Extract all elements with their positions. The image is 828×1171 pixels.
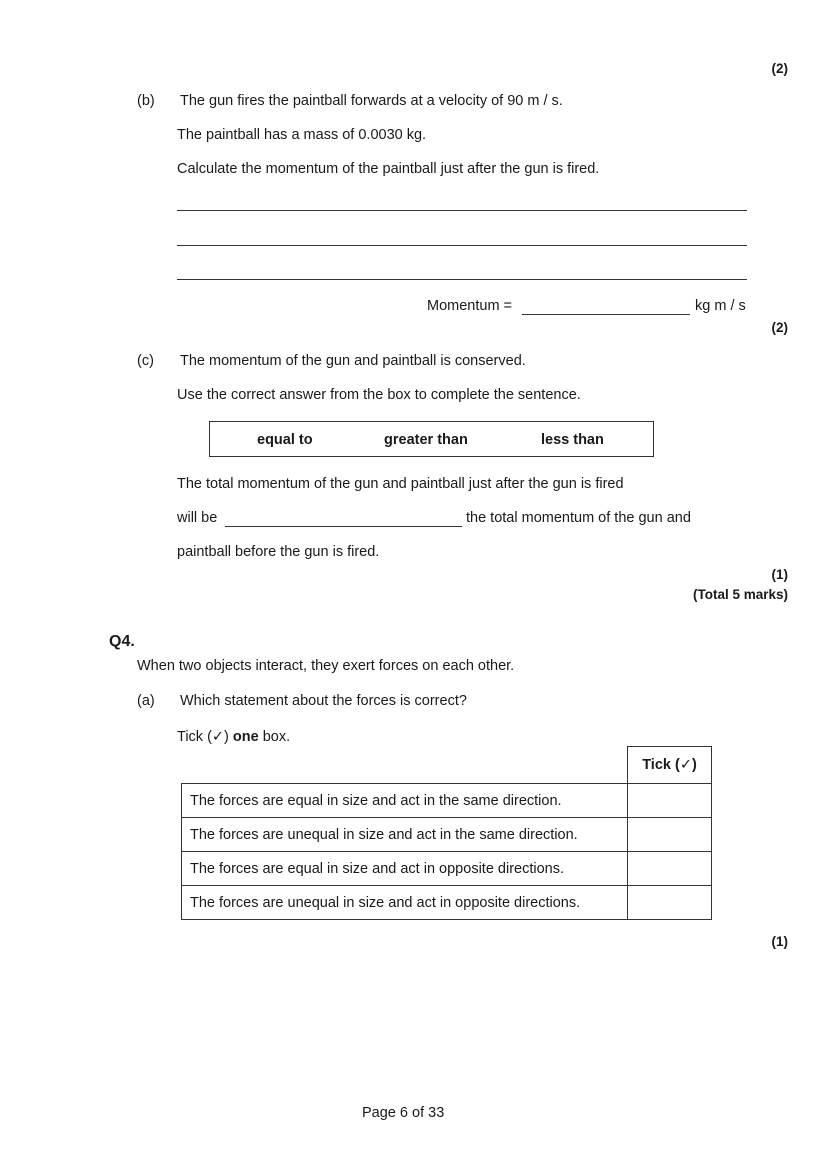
q4a-label: (a)	[137, 693, 155, 709]
table-row	[182, 852, 712, 886]
working-line-3[interactable]	[177, 279, 747, 280]
tick-box-2[interactable]	[628, 818, 712, 852]
q3c-sentence-1: The total momentum of the gun and paintball just after the gun is fired	[177, 476, 624, 492]
q3c-sentence-3: paintball before the gun is fired.	[177, 544, 380, 560]
option-less-than: less than	[541, 432, 604, 448]
instruction-start: Tick (✓)	[177, 729, 229, 745]
table-row	[182, 886, 712, 920]
momentum-unit: kg m / s	[695, 298, 746, 314]
q3b-text-1: The gun fires the paintball forwards at a velocity of 90 m / s.	[180, 93, 563, 109]
q4-heading: Q4.	[109, 633, 135, 650]
q3b-text-3: Calculate the momentum of the paintball just after the gun is fired.	[177, 161, 600, 177]
table-row	[182, 784, 712, 818]
q3c-marks: (1)	[771, 567, 788, 582]
q3c-text-2: Use the correct answer from the box to complete the sentence.	[177, 387, 581, 403]
momentum-answer-label: Momentum =	[427, 298, 513, 314]
tick-box-4[interactable]	[628, 886, 712, 920]
working-line-1[interactable]	[177, 210, 747, 211]
of-label: of	[412, 1105, 425, 1121]
total-pages: 33	[428, 1105, 445, 1121]
instruction-one: one	[232, 729, 259, 745]
q4a-marks: (1)	[771, 934, 788, 949]
page-label: Page	[362, 1105, 396, 1121]
q3b-label: (b)	[137, 93, 155, 109]
page-number: 6	[399, 1105, 408, 1121]
option-equal-to: equal to	[257, 432, 313, 448]
statement-4: The forces are unequal in size and act in opposite directions.	[182, 886, 628, 920]
q3c-label: (c)	[137, 353, 154, 369]
tick-box-3[interactable]	[628, 852, 712, 886]
momentum-answer-line[interactable]	[522, 314, 690, 315]
q4a-instruction	[177, 729, 290, 745]
tick-column-header: Tick (✓)	[628, 747, 712, 784]
q3b-text-2: The paintball has a mass of 0.0030 kg.	[177, 127, 427, 143]
q4-intro: When two objects interact, they exert forces on each other.	[137, 658, 515, 674]
statement-2: The forces are unequal in size and act in the same direction.	[182, 818, 628, 852]
instruction-end: box.	[262, 729, 291, 745]
q3-total-marks: (Total 5 marks)	[692, 587, 788, 602]
q3c-sentence-2-end: the total momentum of the gun and	[466, 510, 691, 526]
q3c-sentence-2-start: will be	[177, 510, 218, 526]
q3a-marks: (2)	[771, 61, 788, 76]
q4a-question: Which statement about the forces is correct?	[180, 693, 467, 709]
answer-options-box	[209, 421, 654, 457]
q3b-marks: (2)	[771, 320, 788, 335]
statement-1: The forces are equal in size and act in the same direction.	[182, 784, 628, 818]
tick-table	[181, 746, 712, 920]
tick-box-1[interactable]	[628, 784, 712, 818]
q3c-text-1: The momentum of the gun and paintball is conserved.	[180, 353, 526, 369]
option-greater-than: greater than	[384, 432, 468, 448]
statement-3: The forces are equal in size and act in opposite directions.	[182, 852, 628, 886]
working-line-2[interactable]	[177, 245, 747, 246]
sentence-answer-line[interactable]	[225, 526, 462, 527]
page-footer	[362, 1105, 444, 1121]
table-row	[182, 818, 712, 852]
